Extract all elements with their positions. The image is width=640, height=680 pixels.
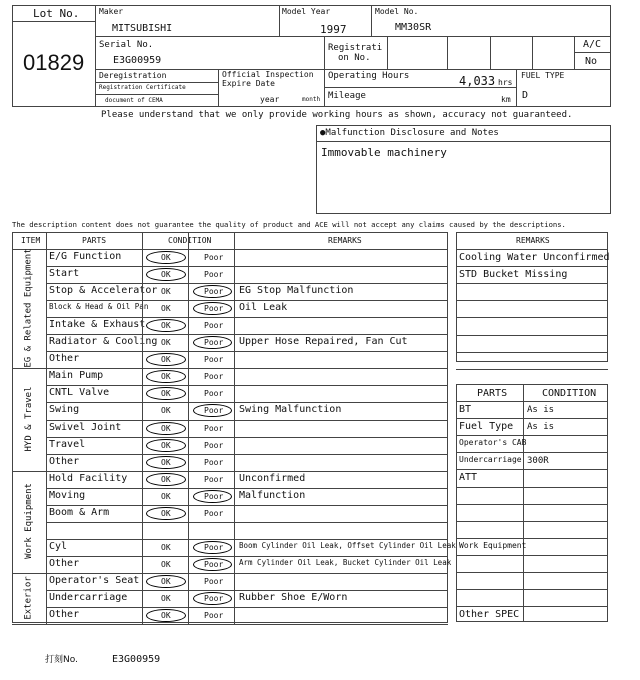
hrs-unit: hrs (498, 78, 513, 87)
side-remark-rule (456, 300, 608, 301)
remark-text: Oil Leak (239, 302, 288, 314)
side-remarks-header: REMARKS (516, 236, 550, 245)
model-no-label: Model No. (375, 7, 419, 16)
remark-text: Unconfirmed (239, 472, 306, 484)
row-rule (46, 590, 448, 591)
group-label: Exterior (23, 575, 34, 620)
header-item: ITEM (21, 236, 41, 245)
ok-label: OK (161, 542, 171, 552)
side-part-label: ATT (459, 472, 478, 484)
poor-label: Poor (204, 440, 224, 450)
disclaimer: The description content does not guarantee the quality of product and ACE will not accept any claims caused by the descriptions. (12, 220, 566, 229)
registration-label-1: Registrati (328, 43, 383, 53)
mileage-label: Mileage (328, 91, 366, 101)
row-rule (46, 454, 448, 455)
part-label: Main Pump (49, 370, 104, 382)
part-label: Other (49, 455, 80, 467)
part-label: Start (49, 268, 80, 280)
year-unit: year (260, 95, 280, 104)
malfunction-box (316, 125, 611, 214)
side-parts-rule (456, 606, 608, 607)
header-remarks: REMARKS (328, 236, 362, 245)
ok-label: OK (161, 270, 171, 280)
poor-selected-mark (193, 285, 232, 298)
poor-label: Poor (204, 594, 224, 603)
group-rule (12, 624, 448, 625)
ok-label: OK (161, 508, 171, 518)
poor-selected-mark (193, 558, 232, 571)
ok-selected-mark (146, 251, 186, 264)
poor-label: Poor (204, 423, 224, 433)
part-label: Other (49, 609, 80, 621)
part-label: Block & Head & Oil Pan (49, 302, 149, 312)
serial-label: Serial No. (99, 40, 154, 50)
side-parts-rule (456, 418, 608, 419)
inspection-label-2: Expire Date (222, 79, 275, 88)
side-parts-rule (456, 572, 608, 573)
row-rule (46, 385, 448, 386)
registration-certificate-label: Registration Certificate (99, 84, 186, 91)
ok-selected-mark (146, 268, 186, 281)
ok-label: OK (161, 253, 171, 262)
ok-label: OK (161, 372, 171, 382)
ok-label: OK (161, 440, 171, 450)
row-rule (46, 334, 448, 335)
serial-value: E3G00959 (113, 55, 162, 66)
ok-selected-mark (146, 422, 186, 435)
model-year-label: Model Year (282, 7, 331, 16)
side-parts-rule (456, 435, 608, 436)
ok-label: OK (161, 491, 171, 501)
ok-selected-mark (146, 575, 186, 588)
ok-label: OK (161, 611, 171, 621)
part-label: Undercarriage (49, 592, 128, 603)
part-label: Intake & Exhaust (49, 319, 146, 331)
remark-text: Rubber Shoe E/Worn (239, 592, 348, 603)
ok-label: OK (161, 559, 171, 569)
side-remark-text: Cooling Water Unconfirmed (459, 252, 610, 263)
side-parts-rule (456, 452, 608, 453)
poor-label: Poor (204, 270, 224, 280)
remark-text: Upper Hose Repaired, Fan Cut (239, 336, 408, 348)
poor-label: Poor (204, 491, 224, 501)
poor-label: Poor (204, 542, 224, 552)
footer-label: 打刻No. (45, 655, 78, 665)
row-rule (46, 317, 448, 318)
side-condition-header: CONDITION (542, 388, 597, 399)
maker-label: Maker (99, 7, 124, 16)
group-label: EG & Related Equipment (24, 248, 34, 368)
ok-label: OK (161, 594, 171, 603)
lot-number: 01829 (23, 50, 85, 75)
header-parts: PARTS (82, 236, 107, 245)
ac-value: No (585, 56, 598, 67)
month-unit: month (302, 96, 321, 103)
row-rule (46, 266, 448, 267)
poor-label: Poor (204, 355, 224, 365)
ok-label: OK (161, 474, 171, 484)
poor-label: Poor (204, 389, 224, 399)
poor-label: Poor (204, 406, 224, 416)
side-part-label: Operator's CAB (459, 438, 527, 448)
operating-hours-value: 4,033 (459, 74, 496, 88)
side-parts-rule (456, 589, 608, 590)
poor-label: Poor (204, 576, 224, 586)
column-rule (188, 232, 189, 624)
side-remark-rule (456, 352, 608, 353)
part-label: E/G Function (49, 251, 122, 262)
side-parts-rule (456, 521, 608, 522)
model-no-value: MM30SR (395, 22, 432, 33)
part-label: Cyl (49, 540, 68, 552)
column-rule (234, 232, 235, 624)
row-rule (46, 607, 448, 608)
side-parts-rule (456, 538, 608, 539)
ok-label: OK (161, 389, 171, 399)
side-parts-rule (456, 504, 608, 505)
poor-label: Poor (204, 611, 224, 621)
part-label: Swing (49, 404, 80, 416)
ok-label: OK (161, 406, 171, 416)
ok-label: OK (161, 355, 171, 365)
side-parts-rule (456, 487, 608, 488)
part-label: Travel (49, 438, 86, 450)
side-part-label: Other SPEC (459, 609, 520, 621)
remark-text: Swing Malfunction (239, 404, 342, 416)
row-rule (46, 556, 448, 557)
poor-label: Poor (204, 287, 224, 297)
poor-selected-mark (193, 592, 232, 605)
side-part-label: Work Equipment (459, 540, 527, 550)
side-parts-header-rule (456, 401, 608, 402)
side-remarks-header-rule (456, 249, 608, 250)
ok-label: OK (161, 576, 171, 586)
maker-value: MITSUBISHI (112, 23, 173, 34)
poor-label: Poor (204, 372, 224, 382)
lot-label: Lot No. (33, 7, 80, 20)
row-rule (46, 420, 448, 421)
inspection-label-1: Official Inspection (222, 70, 314, 79)
side-part-label: BT (459, 404, 472, 415)
side-remark-rule (456, 317, 608, 318)
side-parts-rule (456, 555, 608, 556)
side-remark-text: STD Bucket Missing (459, 269, 568, 281)
footer-value: E3G00959 (112, 654, 161, 665)
poor-label: Poor (204, 474, 224, 484)
part-label: Operator's Seat (49, 574, 140, 586)
remark-text: Arm Cylinder Oil Leak, Bucket Cylinder Oil Leak (239, 557, 452, 567)
poor-label: Poor (204, 304, 224, 314)
poor-label: Poor (204, 338, 224, 348)
ok-label: OK (161, 287, 171, 297)
part-label: Other (49, 353, 80, 365)
ok-label: OK (161, 338, 171, 348)
part-label: Other (49, 557, 80, 569)
group-rule (12, 368, 448, 369)
group-rule (12, 471, 448, 472)
poor-label: Poor (204, 457, 224, 467)
fuel-type-label: FUEL TYPE (521, 71, 565, 80)
side-remark-rule (456, 369, 608, 370)
header-condition: CONDITION (168, 236, 212, 245)
side-parts-frame (456, 384, 608, 622)
part-label: Hold Facility (49, 472, 128, 484)
ok-selected-mark (146, 456, 186, 469)
side-condition-value: 300R (527, 456, 549, 467)
ac-label: A/C (583, 39, 602, 50)
ok-label: OK (161, 457, 171, 467)
row-rule (46, 437, 448, 438)
ok-label: OK (161, 423, 171, 433)
ok-selected-mark (146, 473, 186, 486)
row-rule (46, 505, 448, 506)
row-rule (46, 283, 448, 284)
poor-selected-mark (193, 541, 232, 554)
side-condition-value: As is (527, 405, 555, 415)
operating-hours-label: Operating Hours (328, 71, 410, 81)
working-hours-notice: Please understand that we only provide working hours as shown, accuracy not guaranteed. (101, 110, 573, 120)
column-rule (142, 232, 143, 624)
side-condition-value: As is (527, 422, 555, 433)
poor-label: Poor (204, 253, 224, 262)
group-rule (12, 573, 448, 574)
deregistration-label: Deregistration (99, 71, 167, 80)
side-remark-rule (456, 335, 608, 336)
remark-text: EG Stop Malfunction (239, 285, 354, 297)
poor-selected-mark (193, 490, 232, 503)
row-rule (46, 488, 448, 489)
part-label: Stop & Accelerator (49, 285, 158, 297)
row-rule (46, 300, 448, 301)
table-header-rule (12, 249, 448, 250)
side-remark-rule (456, 283, 608, 284)
fuel-type-value: D (522, 90, 529, 101)
malfunction-title: ●Malfunction Disclosure and Notes (320, 128, 499, 138)
side-part-label: Undercarriage (459, 455, 522, 465)
poor-label: Poor (204, 559, 224, 569)
part-label: Swivel Joint (49, 421, 122, 433)
ok-label: OK (161, 321, 171, 331)
cema-document-label: document of CEMA (105, 97, 163, 104)
poor-label: Poor (204, 321, 224, 331)
remark-text: Boom Cylinder Oil Leak, Offset Cylinder Oil Leak (239, 540, 456, 550)
side-parts-rule (456, 469, 608, 470)
poor-label: Poor (204, 508, 224, 518)
part-label: CNTL Valve (49, 387, 110, 399)
registration-label-2: on No. (338, 53, 371, 63)
km-unit: km (501, 95, 511, 104)
row-rule (46, 522, 448, 523)
row-rule (46, 351, 448, 352)
group-label: Work Equipment (24, 482, 35, 559)
malfunction-text: Immovable machinery (321, 146, 447, 159)
ok-selected-mark (146, 507, 186, 520)
part-label: Moving (49, 489, 86, 501)
ok-selected-mark (146, 609, 186, 622)
row-rule (46, 402, 448, 403)
model-year-value: 1997 (320, 23, 347, 36)
part-label: Boom & Arm (49, 506, 110, 518)
row-rule (46, 539, 448, 540)
column-rule (46, 232, 47, 624)
remark-text: Malfunction (239, 489, 306, 501)
ok-label: OK (161, 304, 171, 314)
part-label: Radiator & Cooling (49, 336, 158, 348)
side-parts-header: PARTS (477, 388, 508, 399)
group-label: HYD & Travel (24, 385, 35, 452)
ok-selected-mark (146, 439, 186, 452)
side-remark-rule (456, 266, 608, 267)
side-part-label: Fuel Type (459, 421, 514, 433)
